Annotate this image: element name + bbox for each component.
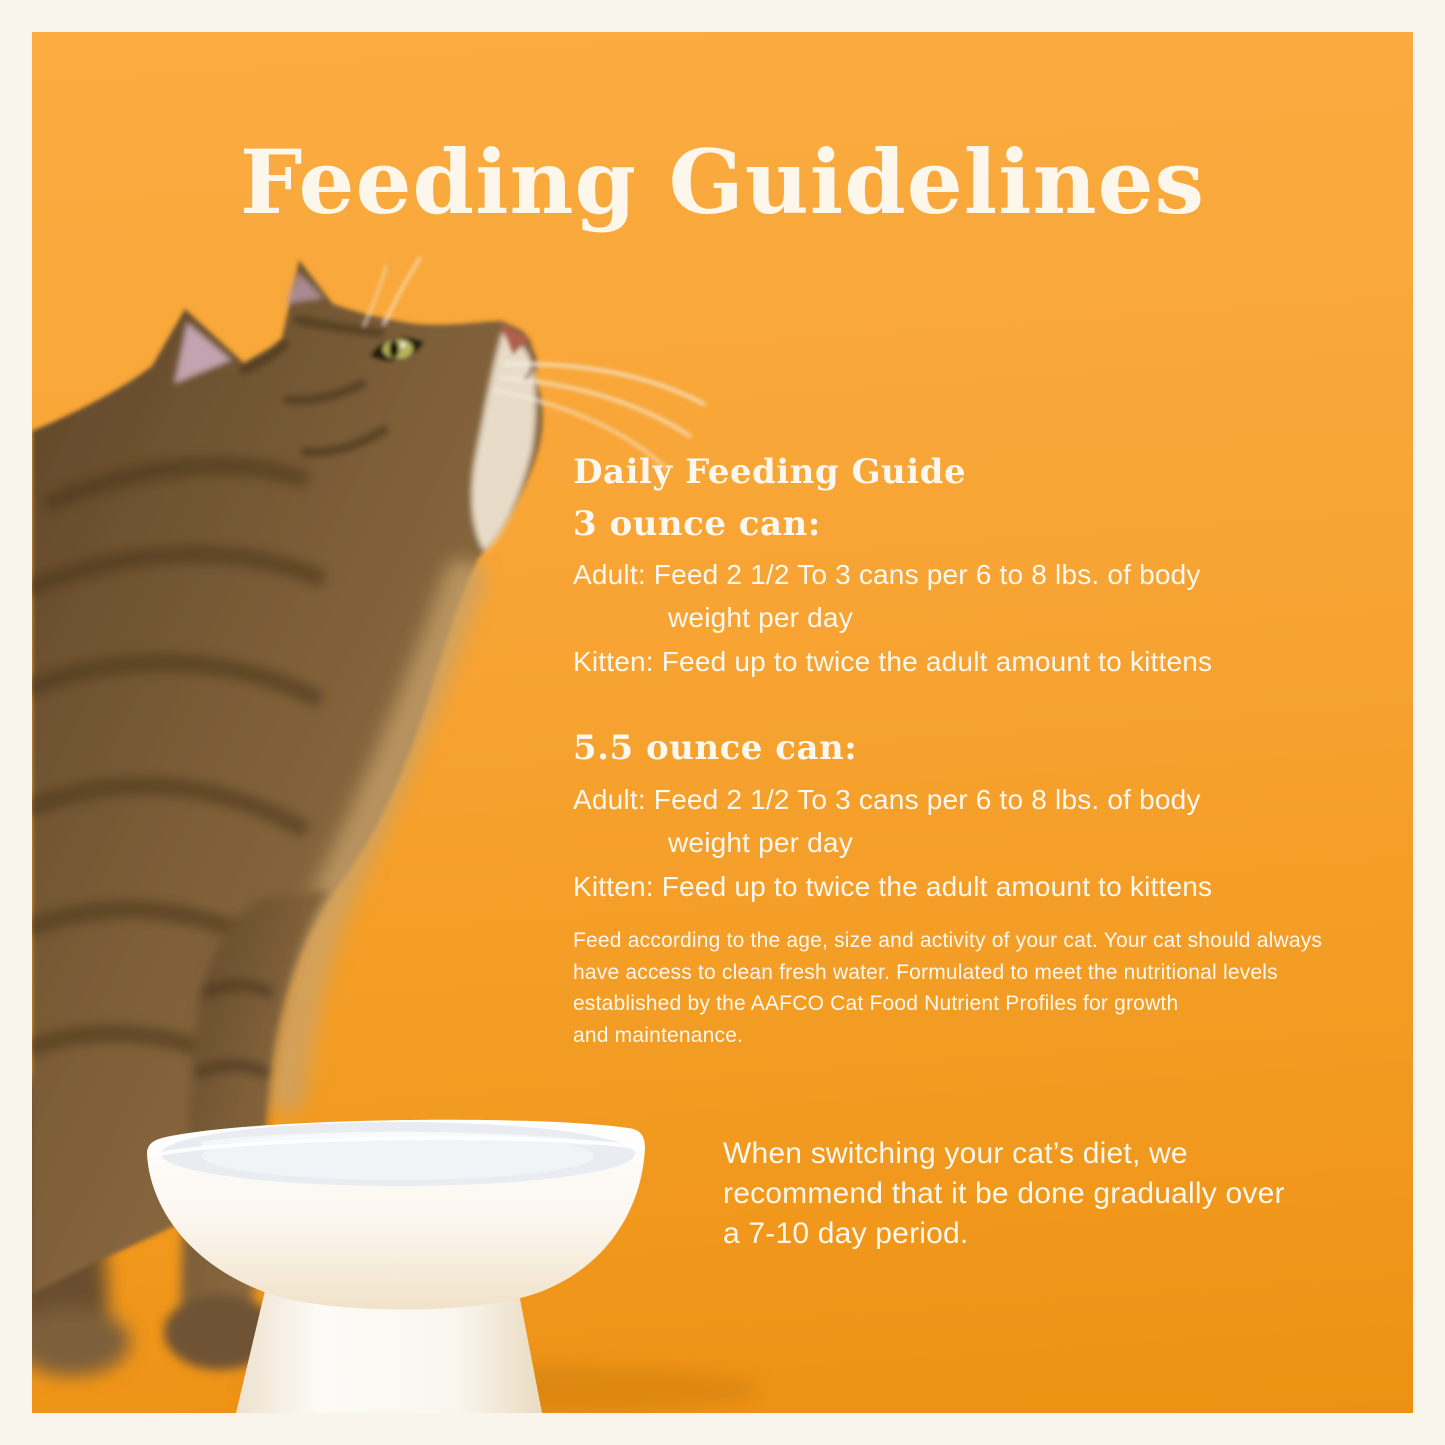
can-3oz-adult-line: Adult: Feed 2 1/2 To 3 cans per 6 to 8 lbs. of body <box>573 559 1201 590</box>
can-5oz-adult-line: Adult: Feed 2 1/2 To 3 cans per 6 to 8 lbs. of body <box>573 784 1201 815</box>
switch-note-line-3: a 7-10 day period. <box>723 1217 969 1250</box>
fine-print-line-3: established by the AAFCO Cat Food Nutrient Profiles for growth <box>573 992 1179 1015</box>
can-3oz-kitten-line: Kitten: Feed up to twice the adult amount to kittens <box>573 646 1213 677</box>
fine-print-line-4: and maintenance. <box>573 1023 744 1047</box>
can-5oz-kitten-line: Kitten: Feed up to twice the adult amount to kittens <box>573 871 1213 902</box>
can-5oz-heading: 5.5 ounce can: <box>573 728 858 768</box>
switch-note-line-2: recommend that it be done gradually over <box>723 1177 1285 1210</box>
cat-far-paw <box>32 1308 130 1376</box>
fine-print <box>573 925 1322 1051</box>
page-title: Feeding Guidelines <box>239 130 1206 234</box>
switch-note <box>723 1134 1285 1254</box>
can-3oz-heading: 3 ounce can: <box>573 504 821 544</box>
switch-note-line-1: When switching your cat’s diet, we <box>723 1137 1188 1170</box>
orange-panel <box>32 32 1413 1413</box>
can-3oz-adult-line-cont: weight per day <box>668 602 853 633</box>
fine-print-line-1: Feed according to the age, size and activity of your cat. Your cat should always <box>573 929 1323 952</box>
can-5oz-adult-line-cont: weight per day <box>668 827 853 858</box>
daily-feeding-guide-heading: Daily Feeding Guide <box>573 452 967 492</box>
fine-print-line-2: have access to clean fresh water. Formulated to meet the nutritional levels <box>573 960 1278 984</box>
